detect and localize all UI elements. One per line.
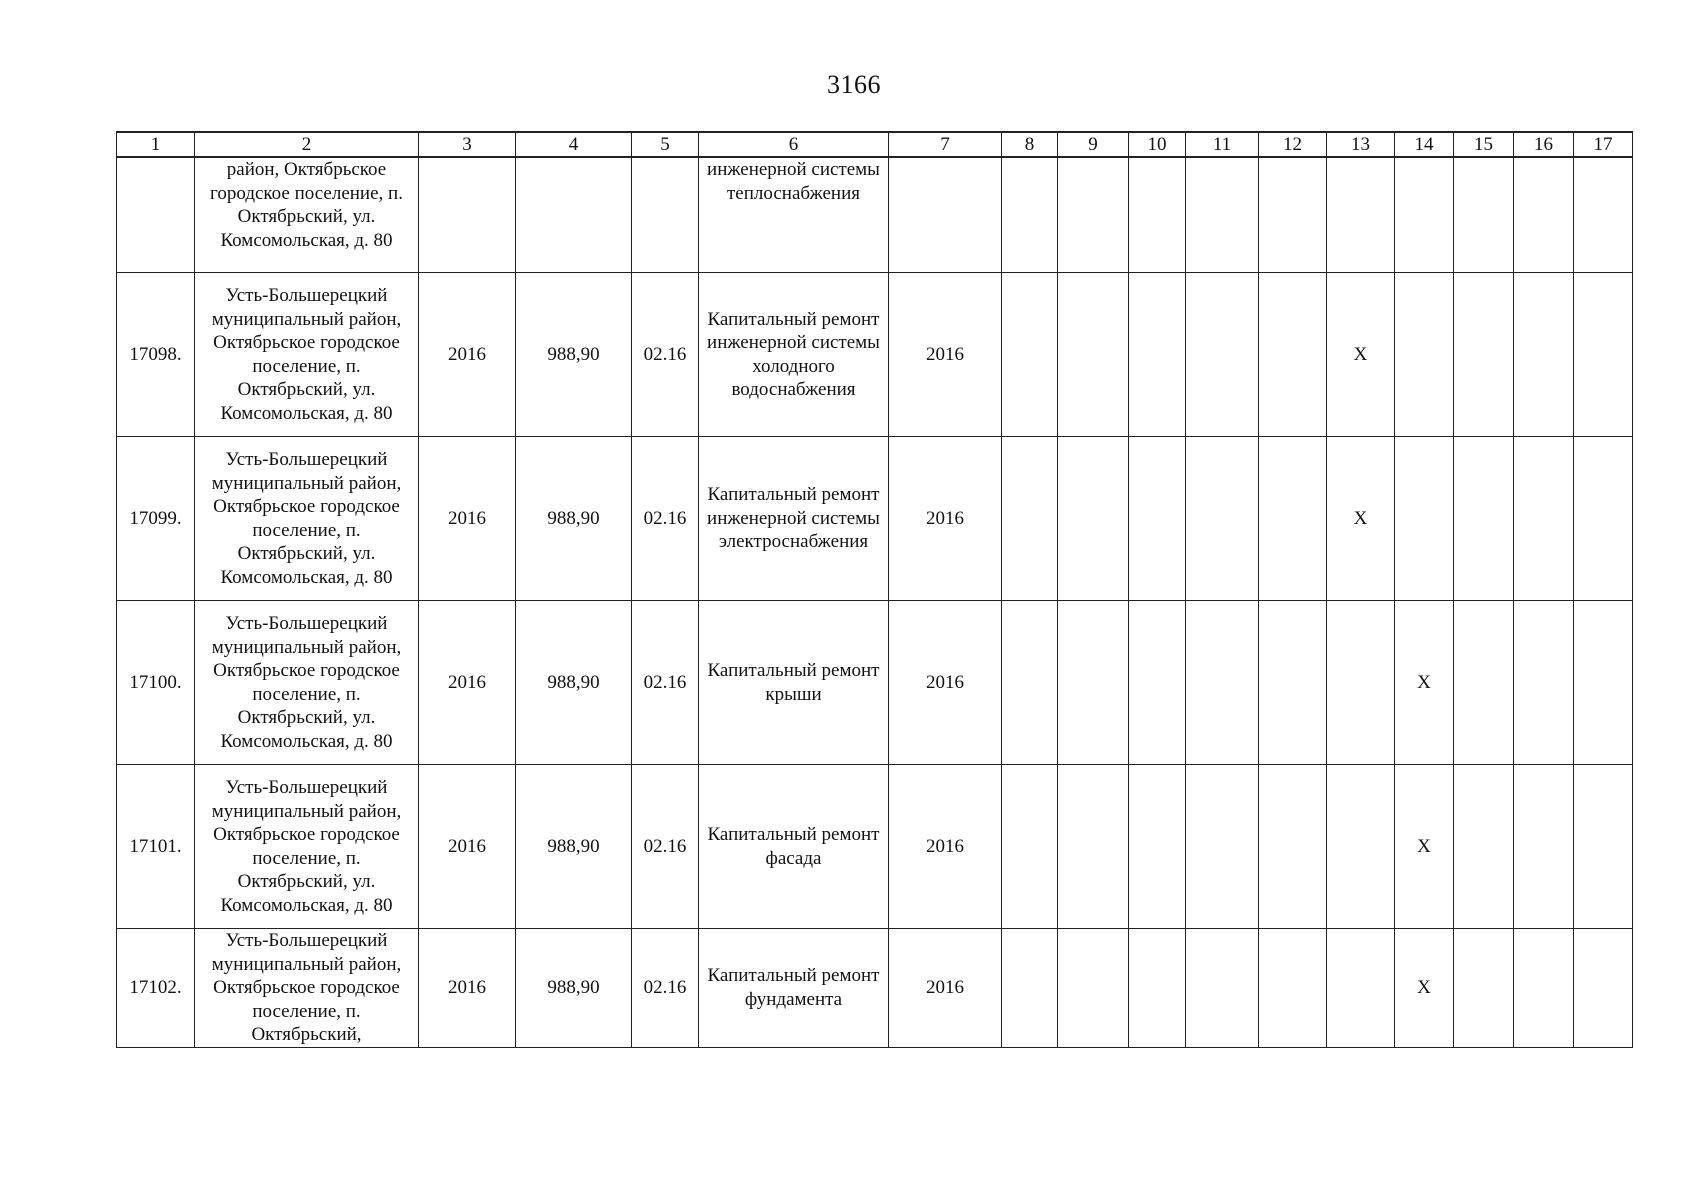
column-header: 9 (1058, 132, 1129, 157)
cell-empty (1454, 157, 1514, 273)
cell-empty (1186, 929, 1259, 1048)
cell-mark-14: X (1395, 765, 1454, 929)
cell-area: 988,90 (516, 437, 632, 601)
column-header: 5 (632, 132, 699, 157)
cell-empty (1186, 765, 1259, 929)
column-header: 15 (1454, 132, 1514, 157)
cell-empty (1186, 157, 1259, 273)
cell-code: 02.16 (632, 929, 699, 1048)
cell-address: Усть-Большерецкий муниципальный район, Октябрьское городское поселение, п. Октябрьский, ул. Комсомольская, д. 80 (195, 601, 419, 765)
column-header: 17 (1574, 132, 1633, 157)
column-header: 2 (195, 132, 419, 157)
cell-empty (1129, 157, 1186, 273)
cell-year: 2016 (419, 437, 516, 601)
table-row-continuation (117, 157, 1633, 273)
cell-empty (1129, 437, 1186, 601)
cell-empty (1454, 601, 1514, 765)
page-number: 3166 (827, 70, 881, 99)
cell-empty (1129, 765, 1186, 929)
cell-empty (1002, 273, 1058, 437)
cell-empty (1002, 437, 1058, 601)
cell-area: 988,90 (516, 929, 632, 1048)
cell-empty (1058, 929, 1129, 1048)
cell-empty (1186, 601, 1259, 765)
register-table (116, 131, 1633, 1048)
cell-area: 988,90 (516, 273, 632, 437)
column-header: 14 (1395, 132, 1454, 157)
table-row (117, 929, 1633, 1048)
cell-mark-14 (1395, 273, 1454, 437)
cell-plan-year: 2016 (889, 601, 1002, 765)
cell-work: Капитальный ремонт фасада (699, 765, 889, 929)
cell-empty (1395, 157, 1454, 273)
cell-plan-year: 2016 (889, 929, 1002, 1048)
cell-empty (1454, 437, 1514, 601)
cell-year: 2016 (419, 601, 516, 765)
cell-empty (1002, 765, 1058, 929)
cell-empty (1574, 157, 1633, 273)
column-header: 4 (516, 132, 632, 157)
cell-empty (1129, 929, 1186, 1048)
cell-empty (1454, 765, 1514, 929)
cell-empty (1058, 157, 1129, 273)
cell-mark-14: X (1395, 601, 1454, 765)
cell-plan-year: 2016 (889, 273, 1002, 437)
cell-address: Усть-Большерецкий муниципальный район, Октябрьское городское поселение, п. Октябрьский, ул. Комсомольская, д. 80 (195, 273, 419, 437)
cell-year: 2016 (419, 929, 516, 1048)
column-header: 6 (699, 132, 889, 157)
column-header: 13 (1327, 132, 1395, 157)
cell-plan-year: 2016 (889, 437, 1002, 601)
cell-empty (1514, 601, 1574, 765)
cell-mark-13 (1327, 929, 1395, 1048)
cell-empty (1259, 601, 1327, 765)
column-header: 7 (889, 132, 1002, 157)
cell-mark-13 (1327, 601, 1395, 765)
cell-empty (1058, 601, 1129, 765)
cell-empty (1454, 273, 1514, 437)
cell-area: 988,90 (516, 601, 632, 765)
cell-empty (1574, 273, 1633, 437)
cell-area (516, 157, 632, 273)
cell-empty (1058, 273, 1129, 437)
cell-num: 17098. (117, 273, 195, 437)
cell-empty (1058, 437, 1129, 601)
cell-empty (1514, 157, 1574, 273)
column-header: 10 (1129, 132, 1186, 157)
cell-empty (1574, 765, 1633, 929)
column-header: 8 (1002, 132, 1058, 157)
cell-empty (1002, 157, 1058, 273)
cell-empty (1514, 765, 1574, 929)
cell-work: Капитальный ремонт крыши (699, 601, 889, 765)
cell-code: 02.16 (632, 437, 699, 601)
cell-area: 988,90 (516, 765, 632, 929)
cell-year: 2016 (419, 273, 516, 437)
cell-num (117, 157, 195, 273)
cell-empty (1186, 273, 1259, 437)
column-header: 12 (1259, 132, 1327, 157)
cell-work: инженерной системы теплоснабжения (699, 157, 889, 273)
cell-empty (1454, 929, 1514, 1048)
cell-year: 2016 (419, 765, 516, 929)
cell-code: 02.16 (632, 273, 699, 437)
cell-empty (1129, 601, 1186, 765)
cell-work: Капитальный ремонт инженерной системы холодного водоснабжения (699, 273, 889, 437)
cell-mark-13: X (1327, 437, 1395, 601)
table-row (117, 601, 1633, 765)
cell-empty (1327, 157, 1395, 273)
cell-empty (1002, 601, 1058, 765)
cell-year (419, 157, 516, 273)
cell-address: район, Октябрьское городское поселение, п. Октябрьский, ул. Комсомольская, д. 80 (195, 157, 419, 273)
table-row (117, 273, 1633, 437)
cell-mark-13 (1327, 765, 1395, 929)
cell-code: 02.16 (632, 765, 699, 929)
cell-empty (1259, 929, 1327, 1048)
cell-mark-13: X (1327, 273, 1395, 437)
cell-empty (1002, 929, 1058, 1048)
cell-empty (1259, 157, 1327, 273)
cell-address: Усть-Большерецкий муниципальный район, Октябрьское городское поселение, п. Октябрьский, (195, 929, 419, 1048)
cell-mark-14: X (1395, 929, 1454, 1048)
cell-empty (1259, 765, 1327, 929)
cell-plan-year (889, 157, 1002, 273)
cell-empty (1574, 437, 1633, 601)
cell-address: Усть-Большерецкий муниципальный район, Октябрьское городское поселение, п. Октябрьский, ул. Комсомольская, д. 80 (195, 437, 419, 601)
cell-mark-14 (1395, 437, 1454, 601)
cell-num: 17101. (117, 765, 195, 929)
cell-work: Капитальный ремонт инженерной системы электроснабжения (699, 437, 889, 601)
column-header: 3 (419, 132, 516, 157)
cell-empty (1259, 273, 1327, 437)
cell-num: 17099. (117, 437, 195, 601)
cell-empty (1186, 437, 1259, 601)
cell-empty (1574, 601, 1633, 765)
table-row (117, 765, 1633, 929)
header-row (117, 132, 1633, 157)
cell-empty (1129, 273, 1186, 437)
table-row (117, 437, 1633, 601)
cell-empty (1514, 929, 1574, 1048)
cell-num: 17102. (117, 929, 195, 1048)
cell-empty (1259, 437, 1327, 601)
cell-empty (1514, 437, 1574, 601)
cell-address: Усть-Большерецкий муниципальный район, Октябрьское городское поселение, п. Октябрьский, ул. Комсомольская, д. 80 (195, 765, 419, 929)
cell-code (632, 157, 699, 273)
cell-num: 17100. (117, 601, 195, 765)
cell-empty (1574, 929, 1633, 1048)
cell-plan-year: 2016 (889, 765, 1002, 929)
column-header: 16 (1514, 132, 1574, 157)
cell-code: 02.16 (632, 601, 699, 765)
cell-work: Капитальный ремонт фундамента (699, 929, 889, 1048)
column-header: 1 (117, 132, 195, 157)
cell-empty (1514, 273, 1574, 437)
cell-empty (1058, 765, 1129, 929)
column-header: 11 (1186, 132, 1259, 157)
